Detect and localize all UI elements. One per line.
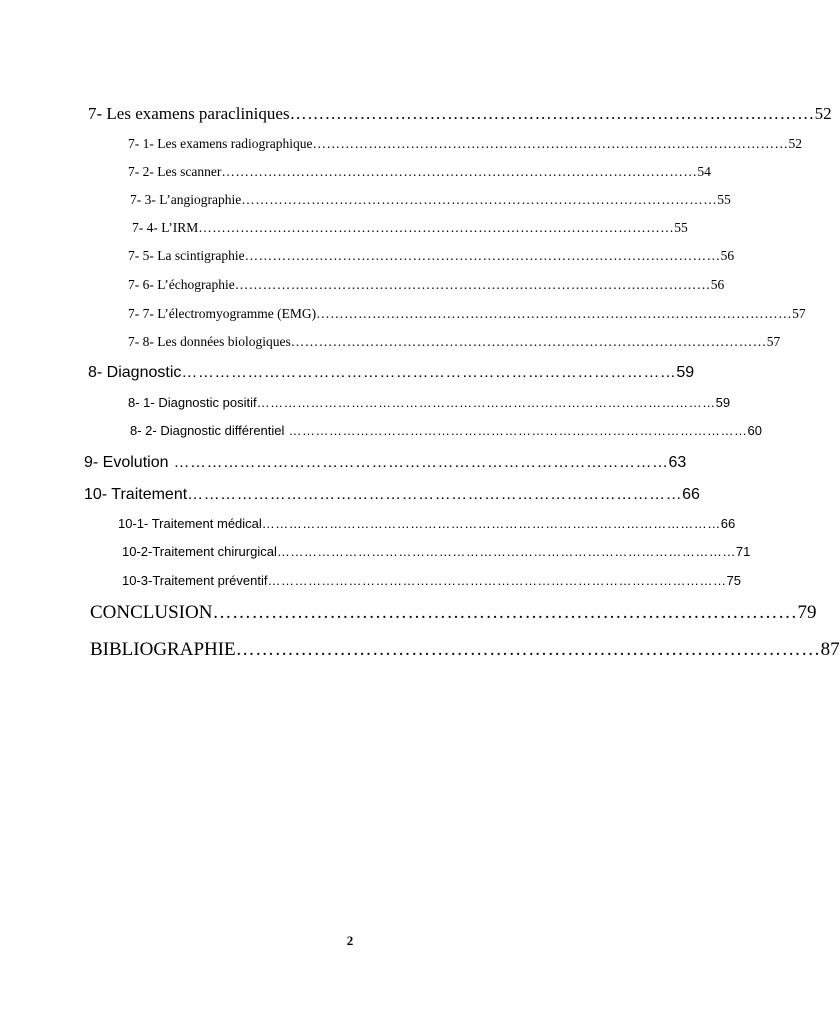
toc-entry-page: 71 — [735, 544, 751, 559]
toc-entry-label: 7- 2- Les scanner — [128, 164, 222, 179]
toc-entry-page: 54 — [697, 164, 711, 179]
toc-entry[interactable] — [88, 104, 832, 124]
toc-entry-label: 10-3-Traitement préventif — [122, 573, 268, 588]
page-number: 2 — [346, 933, 354, 948]
toc-entry-page: 60 — [747, 423, 762, 438]
toc-entry-page: 55 — [674, 220, 688, 235]
toc-entry-label: 7- 6- L’échographie — [128, 277, 235, 292]
toc-entry-page: 57 — [766, 334, 781, 349]
toc-entry[interactable] — [122, 544, 751, 560]
toc-entry-label: 7- 8- Les données biologiques — [128, 334, 291, 349]
toc-entry[interactable] — [128, 136, 802, 152]
toc-entry[interactable] — [128, 248, 735, 264]
toc-entry-label: 10-2-Traitement chirurgical — [122, 544, 277, 559]
toc-entry-label: 8- 2- Diagnostic différentiel — [130, 423, 285, 438]
toc-leader-dots: ……………………………………………………………………………… — [289, 104, 815, 123]
toc-entry-label: CONCLUSION — [90, 602, 213, 623]
toc-entry[interactable] — [130, 192, 731, 208]
toc-leader-dots: ………………………………………………………………………………………… — [312, 136, 789, 151]
toc-entry-page: 55 — [717, 192, 731, 207]
toc-entry-page: 56 — [710, 277, 725, 292]
toc-entry[interactable] — [128, 306, 806, 322]
toc-entry-label: 7- Les examens paracliniques — [88, 104, 290, 123]
toc-entry-page: 57 — [792, 306, 806, 321]
toc-leader-dots: ………………………………………………………………………………………… — [290, 334, 767, 349]
toc-leader-dots: ……………………………………………………………………………… — [235, 639, 821, 660]
toc-entry[interactable] — [84, 454, 687, 472]
toc-entry-page: 79 — [797, 602, 817, 623]
toc-leader-dots: ……………………………………………………………………………… — [181, 364, 677, 381]
toc-leader-dots: ………………………………………………………………………………………… — [261, 516, 721, 531]
toc-leader-dots: ………………………………………………………………………………………… — [241, 192, 718, 207]
toc-leader-dots: ……………………………………………………………………………… — [187, 486, 683, 503]
toc-entry-label: 7- 7- L’électromyogramme (EMG) — [128, 306, 317, 321]
toc-entry[interactable] — [128, 395, 731, 411]
toc-leader-dots: ………………………………………………………………………………………… — [276, 544, 736, 559]
toc-entry-label: 8- Diagnostic — [88, 364, 182, 381]
toc-leader-dots: ……………………………………………………………………………… — [212, 602, 798, 623]
toc-entry-label: 7- 5- La scintigraphie — [128, 248, 245, 263]
toc-entry[interactable] — [90, 602, 817, 624]
toc-entry[interactable] — [128, 334, 781, 350]
toc-entry-page: 59 — [676, 364, 695, 381]
toc-entry-page: 59 — [715, 395, 731, 410]
toc-entry[interactable] — [128, 164, 711, 180]
toc-entry-label: 10- Traitement — [84, 486, 188, 503]
toc-entry[interactable] — [130, 423, 762, 439]
toc-entry-label: 8- 1- Diagnostic positif — [128, 395, 257, 410]
toc-entry-label: BIBLIOGRAPHIE — [90, 639, 236, 660]
toc-leader-dots: ………………………………………………………………………………………… — [267, 573, 727, 588]
toc-entry-label: 9- Evolution — [84, 454, 169, 471]
toc-entry-page: 52 — [788, 136, 802, 151]
toc-entry-page: 63 — [668, 454, 687, 471]
toc-entry[interactable] — [122, 573, 741, 589]
toc-entry-label: 10-1- Traitement médical — [118, 516, 262, 531]
toc-entry[interactable] — [132, 220, 688, 236]
toc-entry[interactable] — [90, 639, 840, 661]
toc-entry-page: 75 — [726, 573, 741, 588]
toc-entry[interactable] — [88, 364, 695, 382]
toc-entry[interactable] — [84, 486, 700, 504]
toc-leader-dots: ………………………………………………………………………………………… — [221, 164, 698, 179]
toc-entry-page: 56 — [720, 248, 735, 263]
toc-leader-dots: ………………………………………………………………………………………… — [234, 277, 711, 292]
toc-leader-dots: ………………………………………………………………………………………… — [284, 423, 748, 438]
toc-entry-label: 7- 1- Les examens radiographique — [128, 136, 313, 151]
toc-entry-page: 66 — [720, 516, 736, 531]
toc-entry[interactable] — [118, 516, 736, 532]
toc-entry-label: 7- 4- L’IRM — [132, 220, 199, 235]
toc-leader-dots: ………………………………………………………………………………………… — [198, 220, 675, 235]
toc-leader-dots: ………………………………………………………………………………………… — [244, 248, 721, 263]
toc-leader-dots: ………………………………………………………………………………………… — [256, 395, 716, 410]
toc-leader-dots: ……………………………………………………………………………… — [168, 454, 669, 471]
toc-leader-dots: ………………………………………………………………………………………… — [316, 306, 793, 321]
toc-entry-page: 87 — [820, 639, 840, 660]
toc-entry-page: 66 — [682, 486, 700, 503]
toc-entry-page: 52 — [814, 104, 832, 123]
toc-entry-label: 7- 3- L’angiographie — [130, 192, 242, 207]
toc-entry[interactable] — [128, 277, 725, 293]
